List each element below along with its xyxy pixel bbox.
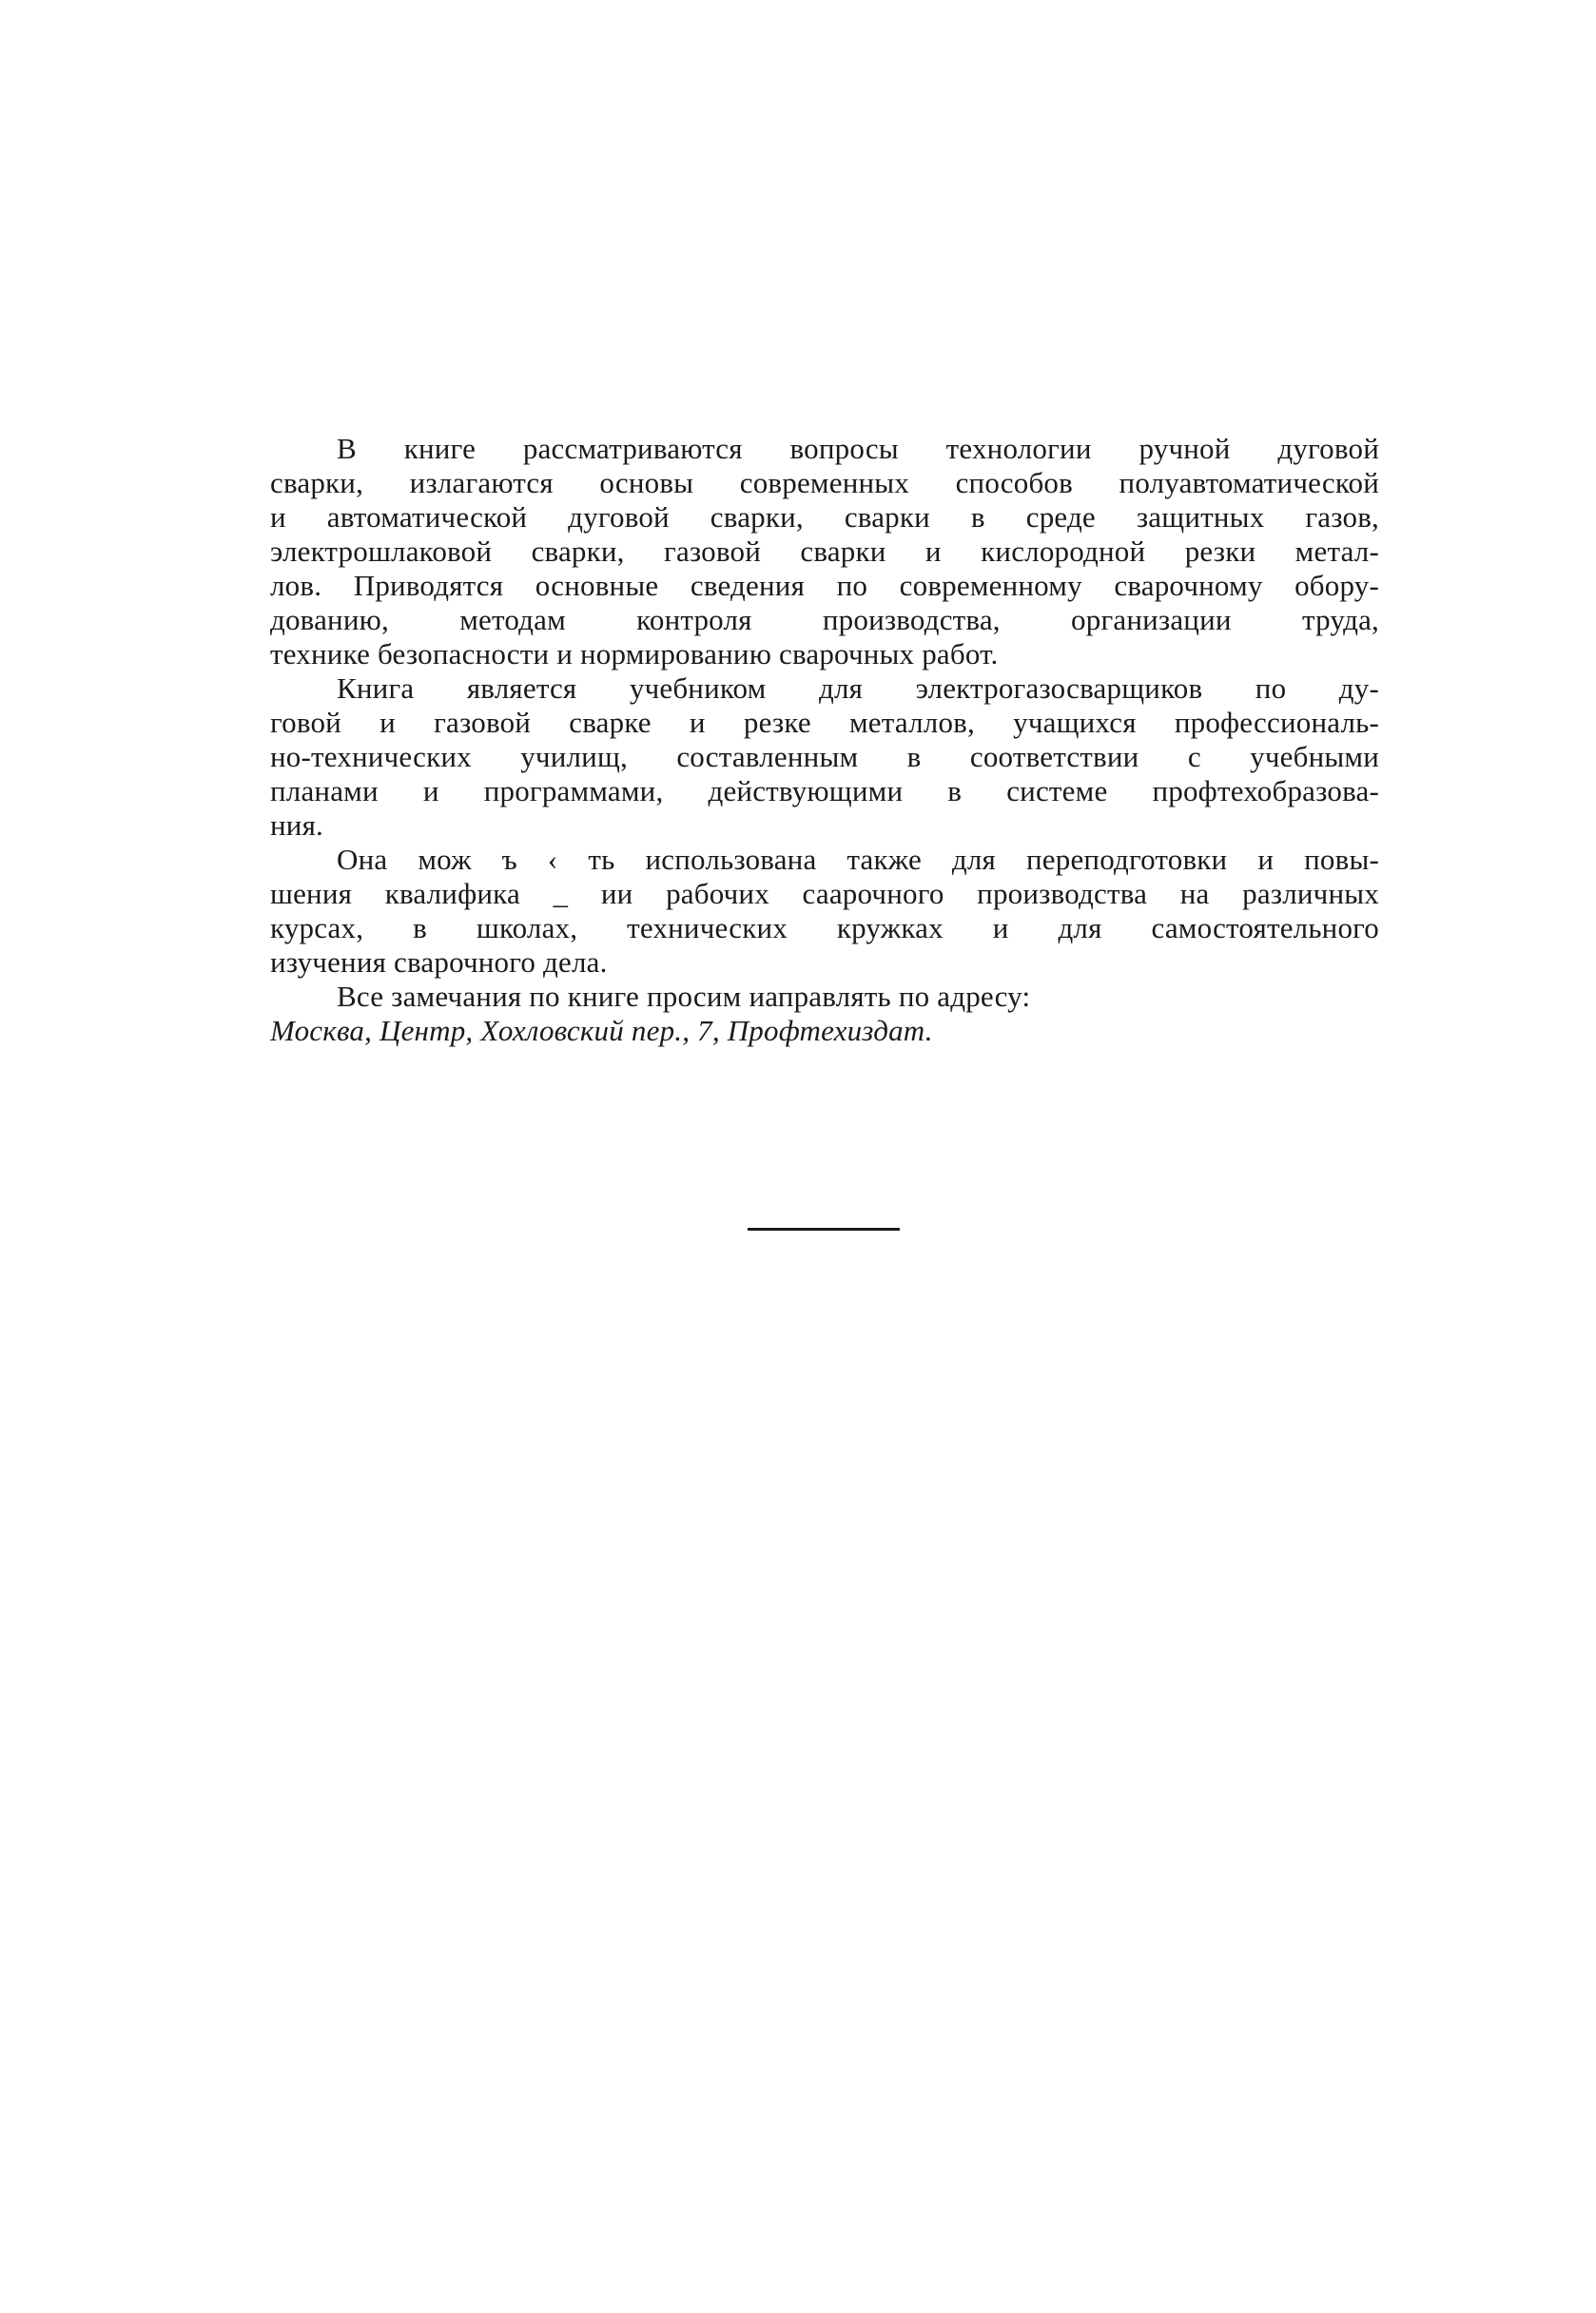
- text-line: курсах, в школах, технических кружках и для самостоятельного: [270, 911, 1379, 944]
- paragraph-2: [270, 671, 1379, 843]
- text-line: Она мож ъ ‹ ть использована также для переподготовки и повы-: [337, 843, 1379, 876]
- text-line: Книга является учебником для электрогазосварщиков по ду-: [337, 671, 1379, 705]
- publisher-address: Москва, Центр, Хохловский пер., 7, Профтехиздат.: [270, 1014, 933, 1047]
- text-line: лов. Приводятся основные сведения по современному сварочному обору-: [270, 569, 1379, 602]
- paragraph-4: [270, 980, 1379, 1048]
- text-line: говой и газовой сварке и резке металлов, учащихся профессиональ-: [270, 706, 1379, 739]
- divider-rule: [748, 1228, 900, 1231]
- text-line: дованию, методам контроля производства, организации труда,: [270, 603, 1379, 636]
- text-line: и автоматической дуговой сварки, сварки в среде защитных газов,: [270, 500, 1379, 534]
- text-line: электрошлаковой сварки, газовой сварки и кислородной резки метал-: [270, 535, 1379, 568]
- paragraph-3: [270, 843, 1379, 980]
- text-line: ния.: [270, 808, 323, 842]
- annotation-text: [270, 432, 1379, 1048]
- paragraph-1: [270, 432, 1379, 671]
- text-line: шения квалифика _ ии рабочих саарочного производства на различных: [270, 877, 1379, 910]
- text-line: но-технических училищ, составленным в соответствии с учебными: [270, 740, 1379, 773]
- text-line: изучения сварочного дела.: [270, 945, 608, 979]
- text-line: технике безопасности и нормированию сварочных работ.: [270, 637, 999, 671]
- text-line: сварки, излагаются основы современных способов полуавтоматической: [270, 466, 1379, 499]
- text-line: планами и программами, действующими в системе профтехобразова-: [270, 774, 1379, 807]
- text-line: Все замечания по книге просим иаправлять по адресу:: [337, 980, 1031, 1013]
- text-line: В книге рассматриваются вопросы технологии ручной дуговой: [337, 432, 1379, 465]
